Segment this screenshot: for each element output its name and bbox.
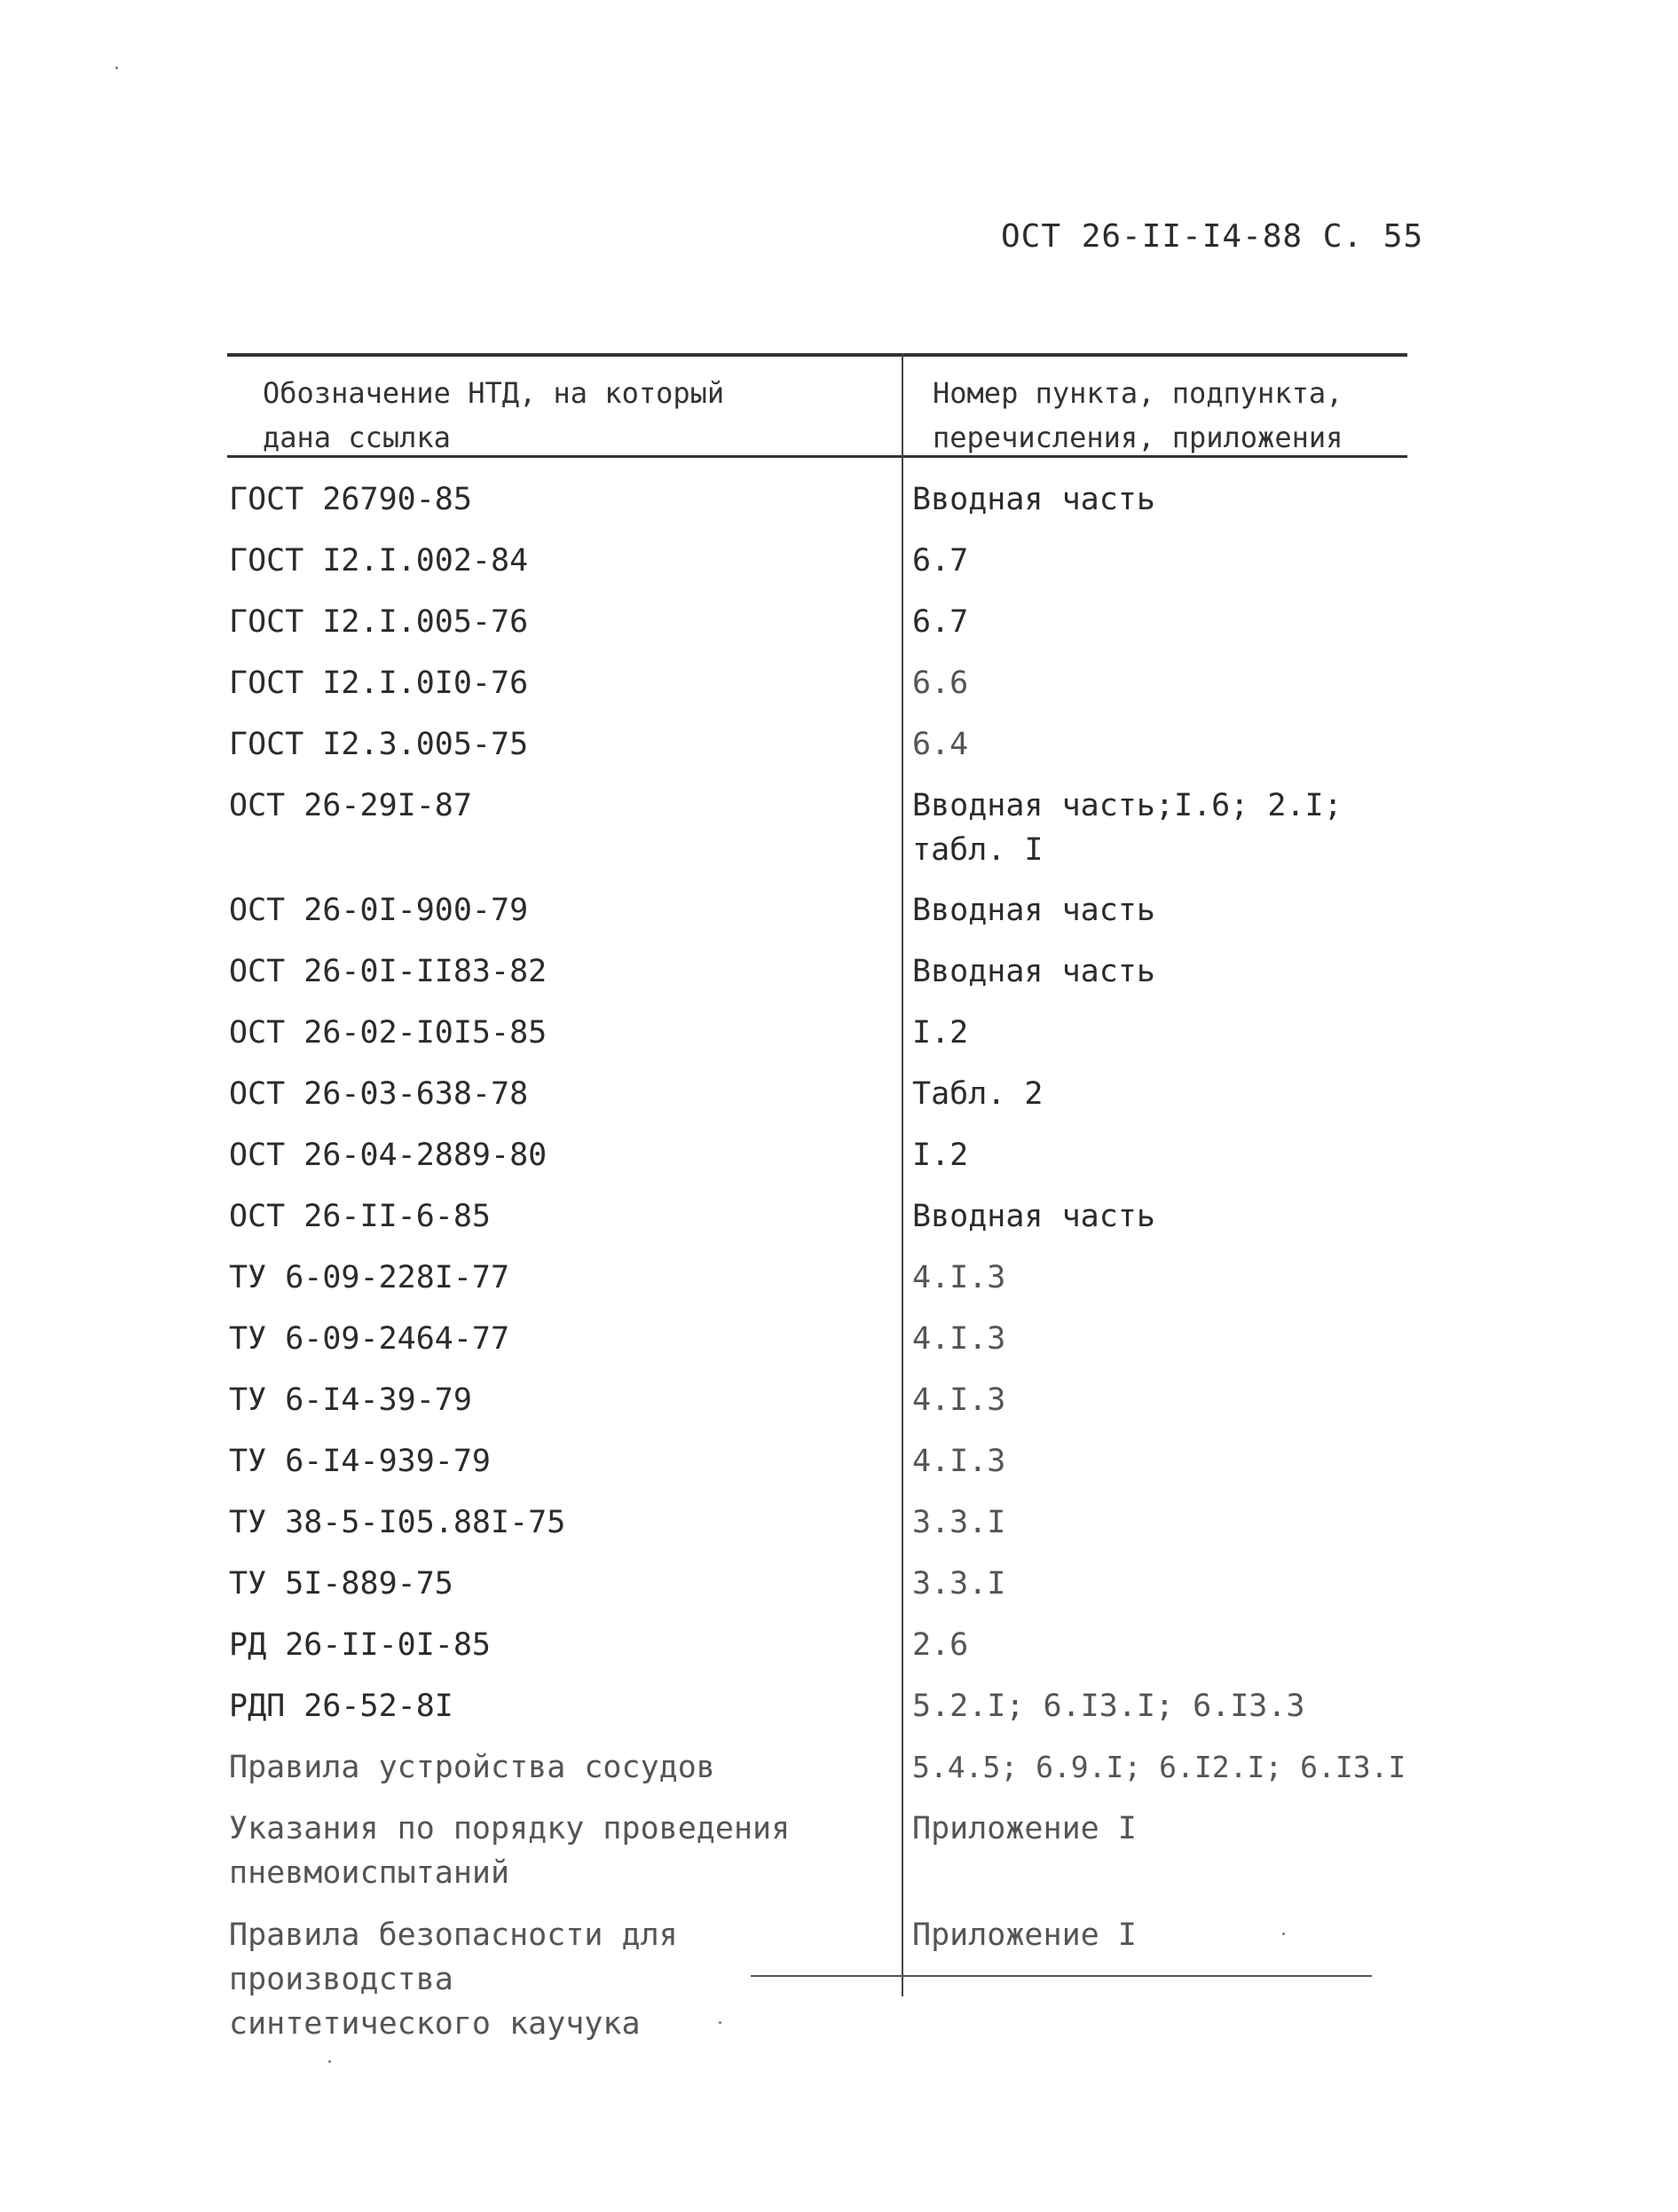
document-designation: ОСТ 26-02-I0I5-85: [229, 1015, 548, 1051]
scan-speck: [115, 67, 118, 69]
document-designation: ГОСТ I2.3.005-75: [229, 727, 529, 762]
scan-speck: [1282, 1933, 1285, 1935]
document-designation: Указания по порядку проведения пневмоиспытаний: [229, 1811, 791, 1891]
document-designation: РДП 26-52-8I: [229, 1689, 453, 1724]
section-reference: 4.I.3: [912, 1444, 1006, 1479]
page-header-reference: ОСТ 26-II-I4-88 С. 55: [1001, 218, 1424, 255]
column-header-section: Номер пункта, подпункта, перечисления, приложения: [933, 376, 1343, 454]
document-designation: ТУ 6-I4-939-79: [229, 1444, 492, 1479]
section-reference: 6.6: [912, 665, 969, 701]
document-designation: ОСТ 26-04-2889-80: [229, 1137, 548, 1173]
section-reference: Вводная часть: [912, 482, 1155, 517]
section-reference: 4.I.3: [912, 1321, 1006, 1357]
document-designation: ТУ 6-I4-39-79: [229, 1382, 472, 1418]
section-reference: 4.I.3: [912, 1382, 1006, 1418]
section-reference: Вводная часть: [912, 954, 1155, 989]
document-designation: Правила безопасности для производства синтетического каучука: [229, 1917, 678, 2042]
document-designation: ОСТ 26-03-638-78: [229, 1076, 529, 1112]
section-reference: 2.6: [912, 1627, 969, 1663]
section-reference: Вводная часть: [912, 893, 1155, 928]
section-reference: Приложение I: [912, 1811, 1137, 1846]
table-header-rule: [227, 455, 1407, 458]
section-reference: 3.3.I: [912, 1566, 1006, 1602]
document-designation: ОСТ 26-0I-II83-82: [229, 954, 548, 989]
document-designation: ГОСТ I2.I.0I0-76: [229, 665, 529, 701]
section-reference: 5.4.5; 6.9.I; 6.I2.I; 6.I3.I: [912, 1750, 1406, 1784]
document-designation: ГОСТ 26790-85: [229, 482, 472, 517]
document-designation: РД 26-II-0I-85: [229, 1627, 492, 1663]
document-designation: ГОСТ I2.I.005-76: [229, 604, 529, 640]
document-designation: ГОСТ I2.I.002-84: [229, 543, 529, 579]
section-reference: Вводная часть: [912, 1199, 1155, 1234]
scan-speck: [328, 2060, 331, 2063]
section-reference: 6.7: [912, 543, 969, 579]
document-designation: ТУ 6-09-2464-77: [229, 1321, 510, 1357]
column-header-document: Обозначение НТД, на который дана ссылка: [263, 376, 725, 454]
document-designation: ТУ 38-5-I05.88I-75: [229, 1505, 566, 1540]
table-top-rule: [227, 353, 1407, 357]
document-designation: Правила устройства сосудов: [229, 1750, 715, 1785]
section-reference: I.2: [912, 1015, 969, 1051]
section-reference: 6.4: [912, 727, 969, 762]
section-reference: Приложение I: [912, 1917, 1137, 1953]
table-bottom-rule: [751, 1975, 1372, 1977]
section-reference: I.2: [912, 1137, 969, 1173]
scan-speck: [719, 2021, 721, 2024]
section-reference: 4.I.3: [912, 1260, 1006, 1295]
document-designation: ТУ 6-09-228I-77: [229, 1260, 510, 1295]
document-designation: ОСТ 26-29I-87: [229, 788, 472, 823]
section-reference: 6.7: [912, 604, 969, 640]
section-reference: Вводная часть;I.6; 2.I; табл. I: [912, 788, 1343, 868]
document-designation: ОСТ 26-0I-900-79: [229, 893, 529, 928]
section-reference: 3.3.I: [912, 1505, 1006, 1540]
section-reference: 5.2.I; 6.I3.I; 6.I3.3: [912, 1689, 1305, 1724]
section-reference: Табл. 2: [912, 1076, 1044, 1112]
document-designation: ТУ 5I-889-75: [229, 1566, 453, 1602]
document-designation: ОСТ 26-II-6-85: [229, 1199, 492, 1234]
